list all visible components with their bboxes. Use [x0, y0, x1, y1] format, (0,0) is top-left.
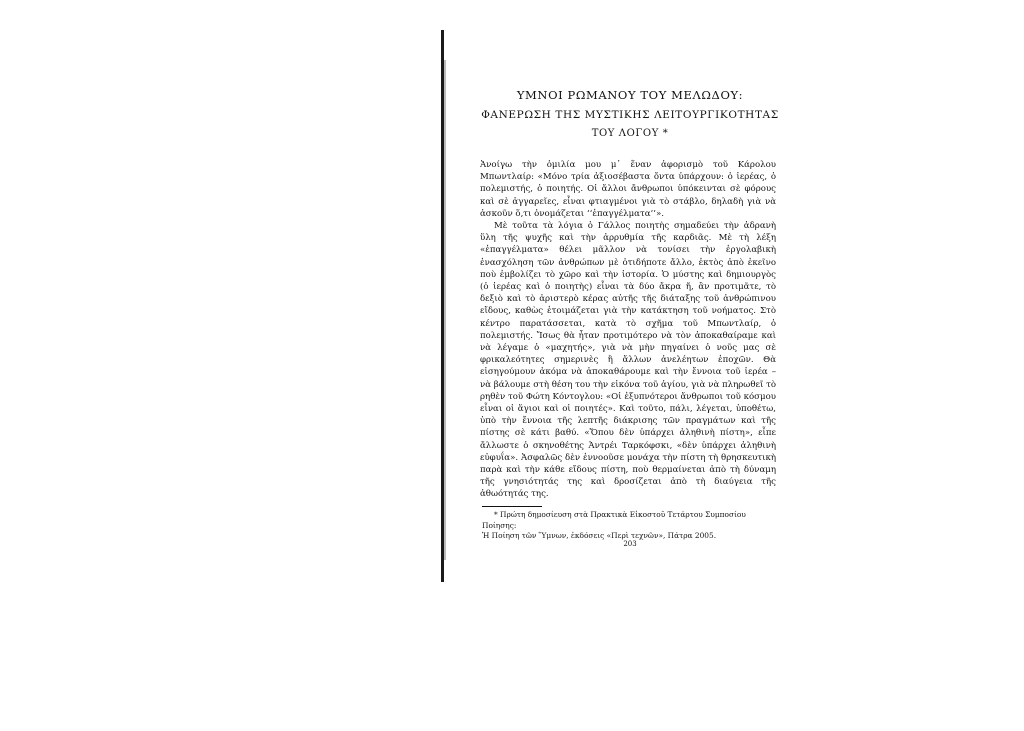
- document-page: [480, 80, 780, 560]
- page-subtitle: ΦΑΝΕΡΩΣΗ ΤΗΣ ΜΥΣΤΙΚΗΣ ΛΕΙΤΟΥΡΓΙΚΟΤΗΤΑΣ: [481, 109, 779, 121]
- book-spine-shadow: [444, 60, 446, 560]
- page-title: ΥΜΝΟΙ ΡΩΜΑΝΟΥ ΤΟΥ ΜΕΛΩΔΟΥ:: [516, 88, 744, 102]
- footnote: [482, 510, 778, 542]
- page-number: 203: [623, 540, 637, 548]
- page-subtitle-continued: ΤΟΥ ΛΟΓΟΥ *: [591, 128, 669, 139]
- footnote-line-2: Ἡ Ποίηση τῶν Ὕμνων, ἐκδόσεις «Περὶ τεχνῶν», Πάτρα 2005.: [482, 531, 717, 540]
- body-text: [480, 159, 776, 501]
- footnote-separator: [482, 506, 542, 507]
- paragraph-1: Ἀνοίγω τὴν ὁμιλία μου μ᾽ ἕναν ἀφορισμὸ τοῦ Κάρολου Μπωντλαίρ: «Μόνο τρία ἀξιοσέβαστα ὄντα ὑπάρχουν: ὁ ἱερέας, ὁ πολεμιστής, ὁ ποιητής. Οἱ ἄλλοι ἄνθρωποι ὑπόκεινται σὲ φόρους καὶ σὲ ἀγγαρεῖες, εἶναι φτιαγμένοι γιὰ τὸ στάβλο, δηλαδὴ γιὰ νὰ ἀσκοῦν ὅ,τι ὀνομάζεται ‘‘ἐπαγγέλματα’’».: [480, 160, 776, 219]
- paragraph-2: Μὲ τοῦτα τὰ λόγια ὁ Γάλλος ποιητὴς σημαδεύει τὴν ἀδρανὴ ὕλη τῆς ψυχῆς καὶ τὴν ἀρρυθμία τῆς καρδιᾶς. Μὲ τὴ λέξη «ἐπαγγέλματα» θέλει μᾶλλον νὰ τονίσει τὴν ἐργολαβικὴ ἐνασχόληση τῶν ἀνθρώπων μὲ ὁτιδήποτε ἄλλο, ἐκτὸς ἀπὸ ἐκεῖνο ποὺ ἐμβολίζει τὸ χῶρο καὶ τὴν ἱστορία. Ὁ μύστης καὶ δημιουργὸς (ὁ ἱερέας καὶ ὁ ποιητὴς) εἶναι τὰ δύο ἄκρα ἤ, ἂν προτιμᾶτε, τὸ δεξιὸ καὶ τὸ ἀριστερὸ κέρας αὐτῆς τῆς διάταξης τοῦ ἀνθρώπινου εἴδους, καθὼς ἑτοιμάζεται γιὰ τὴν κατάκτηση τοῦ νοήματος. Στὸ κέντρο παρατάσσεται, κατὰ τὸ σχῆμα τοῦ Μπωντλαίρ, ὁ πολεμιστής. Ἴσως θὰ ἦταν προτιμότερο νὰ τὸν ἀποκαθαίραμε καὶ νὰ λέγαμε ὁ «μαχητής», γιὰ νὰ μὴν πηγαίνει ὁ νοῦς μας σὲ φρικαλεότητες σημερινὲς ἢ ἄλλων ἀνελέητων ἐποχῶν. Θὰ εἰσηγούμουν ἀκόμα νὰ ἀποκαθάρουμε καὶ τὴν ἔννοια τοῦ ἱερέα – νὰ βάλουμε στὴ θέση του τὴν εἰκόνα τοῦ ἁγίου, γιὰ νὰ πληρωθεῖ τὸ ρηθὲν τοῦ Φώτη Κόντογλου: «Οἱ ἐξυπνότεροι ἄνθρωποι τοῦ κόσμου εἶναι οἱ ἅγιοι καὶ οἱ ποιητές». Καὶ τοῦτο, πάλι, λέγεται, ὑποθέτω, ὑπὸ τὴν ἔννοια τῆς λεπτῆς διάκρισης τῶν πραγμάτων καὶ τῆς πίστης σὲ κάτι βαθύ. «Ὅπου δὲν ὑπάρχει ἀληθινὴ πίστη», εἶπε ἄλλωστε ὁ σκηνοθέτης Ἀντρέι Ταρκόφσκι, «δὲν ὑπάρχει ἀληθινὴ εὐφυΐα». Ἀσφαλῶς δὲν ἐννοοῦσε μονάχα τὴν πίστη τὴ θρησκευτικὴ παρὰ καὶ τὴν κάθε εἴδους πίστη, ποὺ θερμαίνεται ἀπὸ τὴ δύναμη τῆς γνησιότητάς της καὶ δροσίζεται ἀπὸ τὴ διαύγεια τῆς ἀθωότητάς της.: [480, 221, 776, 500]
- footnote-line-1: * Πρώτη δημοσίευση στὰ Πρακτικὰ Εἰκοστοῦ Τετάρτου Συμποσίου Ποίησης:: [482, 510, 746, 530]
